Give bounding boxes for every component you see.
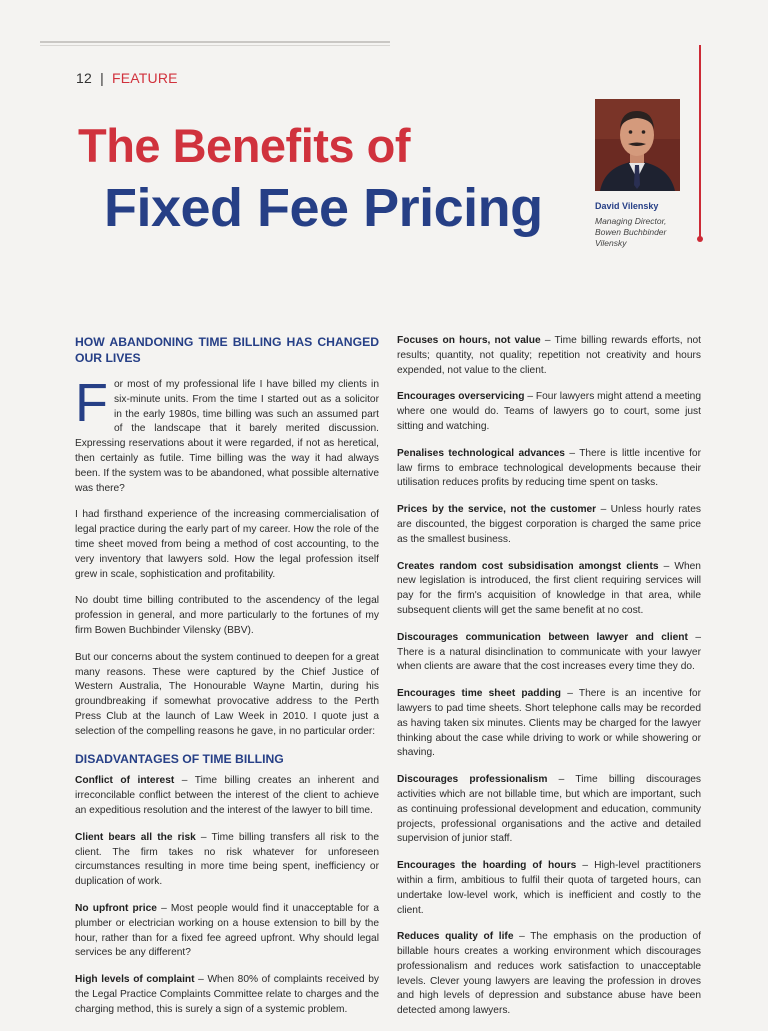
author-role: Managing Director, Bowen Buchbinder Vilensky: [595, 216, 667, 248]
list-item: [397, 859, 701, 918]
author-photo: [595, 99, 680, 191]
item-text: – Time billing rewards efforts, not results; quantity, not quality; repetition not creativity and hours expended, not value to the client.: [397, 335, 701, 376]
list-item: [397, 687, 701, 761]
left-column: [75, 334, 379, 1029]
top-rule-thin: [40, 45, 390, 46]
item-text: – When new legislation is introduced, the first client requiring services will pay for the firm's acquisition of knowledge in that area, while subsequent clients will get the same benefit at no cost.: [397, 560, 701, 616]
title-line-2: Fixed Fee Pricing: [104, 178, 543, 238]
item-text: – The emphasis on the production of billable hours creates a working environment which discourages professionalism and reduces work satisfaction to unacceptable levels. Clever young lawyers are leaving the profession in droves and high levels of depression and substance abuse have been detected among lawyers.: [397, 931, 701, 1017]
item-lead: Discourages communication between lawyer and client: [397, 631, 688, 643]
item-text: – Time billing creates an inherent and irreconcilable conflict between the interest of the client to achieve an expeditious resolution and the interest of the lawyer to bill time.: [75, 775, 379, 816]
item-text: – Unless hourly rates are discounted, the biggest corporation is charged the same price as the smallest business.: [397, 504, 701, 545]
item-lead: Client bears all the risk: [75, 831, 196, 843]
drop-cap: F: [75, 373, 108, 433]
item-lead: Encourages overservicing: [397, 391, 525, 403]
item-lead: No upfront price: [75, 902, 157, 914]
item-text: – Time billing discourages activities which are not billable time, but which are important, such as continuing professional development and education, community projects, professional organisations and the active and detailed supervision of junior staff.: [397, 774, 702, 845]
section-label: FEATURE: [112, 70, 178, 86]
author-name: David Vilensky: [595, 201, 659, 211]
section-heading: HOW ABANDONING TIME BILLING HAS CHANGED OUR LIVES: [75, 335, 379, 365]
list-item: [397, 503, 701, 547]
item-lead: High levels of complaint: [75, 974, 195, 986]
item-lead: Conflict of interest: [75, 775, 175, 787]
item-text: – Most people would find it unacceptable for a plumber or electrician working on a house extension to bill by the hour, rather than for a fixed fee agreed upfront. Why should legal services be any different?: [75, 902, 380, 959]
folio: [76, 70, 178, 86]
item-text: – There is an incentive for lawyers to pad time sheets. Short telephone calls may be recorded as having taken six minutes. Clients may be charged for the lawyer thinking about the case while driving to work or while showering or shaving.: [397, 688, 701, 759]
item-text: – There is little incentive for law firms to embrace technological developments because their utilisation reduces profits by reducing time spent on tasks.: [397, 447, 701, 489]
folio-separator: |: [100, 70, 104, 86]
item-lead: Prices by the service, not the customer: [397, 504, 597, 516]
intro-text: or most of my professional life I have billed my clients in six-minute units. From the time I started out as a solicitor in the early 1980s, time billing was such an assumed part of the landscape that it barely merited discussion. Expressing reservations about it were regarded, if not as heretical, then certainly as futile. Time billing was the way it had always been. If the system was to be abandoned, what possible alternative was there?: [75, 379, 379, 494]
paragraph-2: I had firsthand experience of the increasing commercialisation of legal practice during the early part of my career. How the role of the time sheet moved from being a method of cost accounting, to the very inventory that lawyers sold. How the legal profession itself grew in scale, sophistication and profitability.: [75, 509, 379, 580]
item-lead: Penalises technological advances: [397, 447, 565, 459]
list-item: [397, 930, 701, 1019]
item-lead: Encourages time sheet padding: [397, 688, 562, 700]
list-item: [397, 390, 701, 434]
list-item: [397, 773, 701, 847]
list-item: [75, 902, 379, 961]
title-line-1: The Benefits of: [78, 119, 410, 172]
paragraph-3: No doubt time billing contributed to the ascendency of the legal profession in general, and more particularly to the fortunes of my firm Bowen Buchbinder Vilensky (BBV).: [75, 595, 379, 636]
item-lead: Reduces quality of life: [397, 931, 514, 943]
subheading-disadvantages: DISADVANTAGES OF TIME BILLING: [75, 751, 284, 766]
item-text: – There is a natural disinclination to communicate with your lawyer when clients are aware that the cost increases every time they do.: [397, 631, 702, 673]
list-item: [75, 774, 379, 818]
item-text: – High-level practitioners within a firm, ambitious to fulfil their quota of targeted hours, can undertake low-level work, which is inefficient and costly to the client.: [397, 860, 701, 916]
item-text: – Four lawyers might attend a meeting where one would do. Teams of lawyers go to court, some just sitting and watching.: [397, 391, 701, 432]
item-lead: Focuses on hours, not value: [397, 335, 541, 346]
list-item: [75, 973, 379, 1017]
item-lead: Encourages the hoarding of hours: [397, 860, 577, 872]
side-accent-dot: [697, 236, 703, 242]
item-text: – When 80% of complaints received by the Legal Practice Complaints Committee relate to charges and the charging method, this is surely a sign of a systemic problem.: [75, 974, 379, 1015]
item-text: – Time billing transfers all risk to the client. The firm takes no risk whatever for unforeseen circumstances resulting in more time being spent, inefficiency or duplication of work.: [75, 831, 379, 888]
list-item: [397, 447, 701, 491]
item-lead: Creates random cost subsidisation amongst clients: [397, 560, 659, 572]
list-item: [397, 334, 701, 378]
author-portrait-icon: [595, 99, 680, 191]
list-item: [75, 831, 379, 890]
intro-paragraph: [75, 373, 379, 496]
page-number: 12: [76, 70, 92, 86]
list-item: [397, 560, 701, 619]
top-rule: [40, 41, 390, 43]
paragraph-4: But our concerns about the system continued to deepen for a great many reasons. These were captured by the Chief Justice of Western Australia, The Honourable Wayne Martin, during his groundbreaking if somewhat provocative address to the Perth Press Club at the launch of Law Week in 2010. I quote just a selection of the compelling reasons he gave, in no particular order:: [75, 651, 379, 737]
side-accent-rule: [699, 45, 701, 240]
right-column: [397, 334, 701, 1031]
item-lead: Discourages professionalism: [397, 774, 548, 786]
list-item: [397, 631, 701, 675]
